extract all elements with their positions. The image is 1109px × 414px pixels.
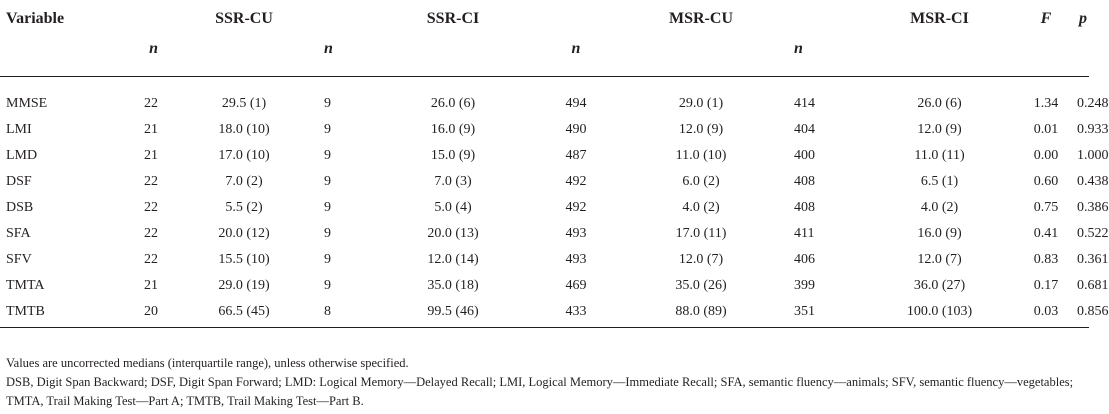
cell-value-ssr-cu: 7.0 (2) (225, 174, 263, 189)
cell-variable: TMTB (6, 304, 45, 319)
cell-f: 0.17 (1033, 278, 1059, 293)
cell-n-msr-ci: 404 (794, 122, 815, 137)
header-p: p (1079, 10, 1087, 27)
cell-f: 0.01 (1033, 122, 1059, 137)
cell-value-ssr-cu: 29.5 (1) (221, 96, 267, 111)
cell-n-msr-cu: 493 (565, 226, 587, 241)
cell-n-ssr-cu: 22 (144, 252, 158, 267)
cell-f: 0.75 (1033, 200, 1059, 215)
cell-p: 0.361 (1077, 252, 1109, 267)
header-group-msr-cu: MSR-CU (669, 10, 733, 27)
cell-value-ssr-ci: 99.5 (46) (427, 304, 479, 319)
cell-n-ssr-cu: 22 (144, 174, 158, 189)
cell-n-ssr-ci: 8 (324, 304, 331, 319)
cell-variable: TMTA (6, 278, 45, 293)
cell-n-ssr-cu: 20 (144, 304, 158, 319)
cell-f: 0.41 (1033, 226, 1059, 241)
header-variable: Variable (6, 10, 65, 27)
cell-value-msr-ci: 4.0 (2) (920, 200, 959, 215)
cell-value-msr-cu: 4.0 (2) (682, 200, 720, 215)
cell-n-ssr-ci: 9 (324, 200, 331, 215)
cell-value-ssr-ci: 5.0 (4) (434, 200, 472, 215)
header-row-groups (0, 0, 1089, 36)
cell-n-ssr-cu: 22 (144, 96, 158, 111)
cell-variable: LMI (6, 122, 32, 137)
cell-n-ssr-cu: 21 (144, 122, 158, 137)
cell-n-msr-ci: 408 (794, 174, 815, 189)
cell-n-msr-cu: 492 (565, 174, 587, 189)
cell-n-msr-cu: 493 (565, 252, 587, 267)
cell-n-msr-cu: 433 (565, 304, 587, 319)
cell-value-msr-ci: 6.5 (1) (920, 174, 959, 189)
cell-n-msr-ci: 408 (794, 200, 815, 215)
cell-p: 0.522 (1077, 226, 1109, 241)
cell-value-ssr-ci: 15.0 (9) (430, 148, 476, 163)
cell-n-msr-cu: 487 (565, 148, 587, 163)
header-group-ssr-ci: SSR-CI (426, 10, 480, 27)
cell-value-msr-cu: 17.0 (11) (675, 226, 727, 241)
table-row (0, 299, 1089, 328)
table-row (0, 247, 1089, 273)
cell-p: 0.856 (1077, 304, 1109, 319)
cell-n-msr-cu: 490 (565, 122, 587, 137)
cell-n-msr-ci: 406 (794, 252, 815, 267)
cell-n-ssr-ci: 9 (324, 278, 331, 293)
cell-value-msr-cu: 12.0 (9) (678, 122, 724, 137)
cell-n-msr-ci: 414 (794, 96, 815, 111)
table-row (0, 195, 1089, 221)
cell-variable: SFV (6, 252, 32, 267)
cell-n-msr-cu: 469 (565, 278, 587, 293)
cell-p: 1.000 (1077, 148, 1109, 163)
cell-variable: SFA (6, 226, 31, 241)
header-row-n (0, 36, 1089, 77)
cell-p: 0.681 (1077, 278, 1109, 293)
cell-n-msr-cu: 492 (565, 200, 587, 215)
cell-f: 0.00 (1033, 148, 1059, 163)
header-n-3: n (571, 40, 581, 57)
header-n-4: n (794, 40, 803, 57)
cell-value-ssr-ci: 26.0 (6) (430, 96, 476, 111)
header-n-1: n (149, 40, 158, 57)
cell-n-msr-ci: 399 (794, 278, 815, 293)
cell-variable: LMD (6, 148, 38, 163)
cell-value-msr-ci: 12.0 (7) (917, 252, 962, 267)
cell-value-msr-ci: 26.0 (6) (917, 96, 962, 111)
table-notes (6, 354, 1081, 411)
cell-p: 0.438 (1077, 174, 1109, 189)
cell-n-msr-ci: 351 (794, 304, 815, 319)
cell-value-ssr-cu: 5.5 (2) (225, 200, 263, 215)
cell-value-msr-cu: 12.0 (7) (678, 252, 724, 267)
cell-p: 0.248 (1077, 96, 1109, 111)
cell-variable: DSB (6, 200, 34, 215)
cell-value-msr-cu: 29.0 (1) (678, 96, 724, 111)
table-row (0, 143, 1089, 169)
header-n-2: n (324, 40, 333, 57)
cell-f: 0.60 (1033, 174, 1059, 189)
cell-value-msr-cu: 35.0 (26) (675, 278, 727, 293)
cell-n-msr-cu: 494 (565, 96, 587, 111)
cell-n-ssr-cu: 21 (144, 148, 158, 163)
cell-value-ssr-cu: 18.0 (10) (218, 122, 270, 137)
cell-value-ssr-cu: 20.0 (12) (218, 226, 270, 241)
cell-value-ssr-cu: 29.0 (19) (218, 278, 270, 293)
table-row (0, 273, 1089, 299)
cell-value-ssr-cu: 17.0 (10) (218, 148, 270, 163)
cell-n-ssr-ci: 9 (324, 174, 331, 189)
cell-n-ssr-ci: 9 (324, 252, 331, 267)
cell-n-ssr-cu: 22 (144, 226, 158, 241)
cell-value-msr-cu: 88.0 (89) (675, 304, 727, 319)
cell-value-msr-ci: 36.0 (27) (913, 278, 966, 293)
cell-p: 0.933 (1077, 122, 1109, 137)
cell-variable: DSF (6, 174, 32, 189)
cell-value-ssr-ci: 35.0 (18) (427, 278, 479, 293)
cell-value-ssr-ci: 16.0 (9) (430, 122, 476, 137)
cell-f: 0.83 (1033, 252, 1059, 267)
table-row (0, 169, 1089, 195)
table-row (0, 117, 1089, 143)
cell-value-ssr-cu: 15.5 (10) (218, 252, 270, 267)
cell-value-msr-cu: 11.0 (10) (675, 148, 727, 163)
header-group-msr-ci: MSR-CI (910, 10, 969, 27)
cell-n-ssr-ci: 9 (324, 226, 331, 241)
cell-value-ssr-ci: 12.0 (14) (427, 252, 479, 267)
cell-n-ssr-cu: 22 (144, 200, 158, 215)
cell-n-ssr-cu: 21 (144, 278, 158, 293)
cell-f: 1.34 (1033, 96, 1059, 111)
cell-value-ssr-ci: 7.0 (3) (434, 174, 472, 189)
note-line-1: Values are uncorrected medians (interquartile range), unless otherwise specified. (6, 356, 409, 370)
cell-value-msr-cu: 6.0 (2) (682, 174, 720, 189)
cell-variable: MMSE (6, 96, 48, 111)
cell-value-msr-ci: 11.0 (11) (914, 148, 965, 163)
table-row (0, 221, 1089, 247)
cell-p: 0.386 (1077, 200, 1109, 215)
cell-value-msr-ci: 16.0 (9) (917, 226, 962, 241)
note-line-2: DSB, Digit Span Backward; DSF, Digit Span Forward; LMD: Logical Memory—Delayed Recall; LMI, Logical Memory—Immediate Recall; SFA, semantic fluency—animals; SFV, semantic fluency—vegetables; TMTA, Trail Making Test—Part A; TMTB, Trail Making Test—Part B. (6, 375, 1074, 408)
cell-n-msr-ci: 400 (794, 148, 815, 163)
cell-n-msr-ci: 411 (794, 226, 815, 241)
header-f: F (1040, 10, 1052, 27)
cell-n-ssr-ci: 9 (324, 148, 331, 163)
header-group-ssr-cu: SSR-CU (215, 10, 273, 27)
cell-n-ssr-ci: 9 (324, 122, 331, 137)
cell-f: 0.03 (1033, 304, 1059, 319)
cell-value-ssr-cu: 66.5 (45) (218, 304, 270, 319)
cell-value-msr-ci: 12.0 (9) (917, 122, 962, 137)
table-row (0, 91, 1089, 117)
cell-n-ssr-ci: 9 (324, 96, 331, 111)
cell-value-msr-ci: 100.0 (103) (906, 304, 973, 319)
cell-value-ssr-ci: 20.0 (13) (427, 226, 479, 241)
